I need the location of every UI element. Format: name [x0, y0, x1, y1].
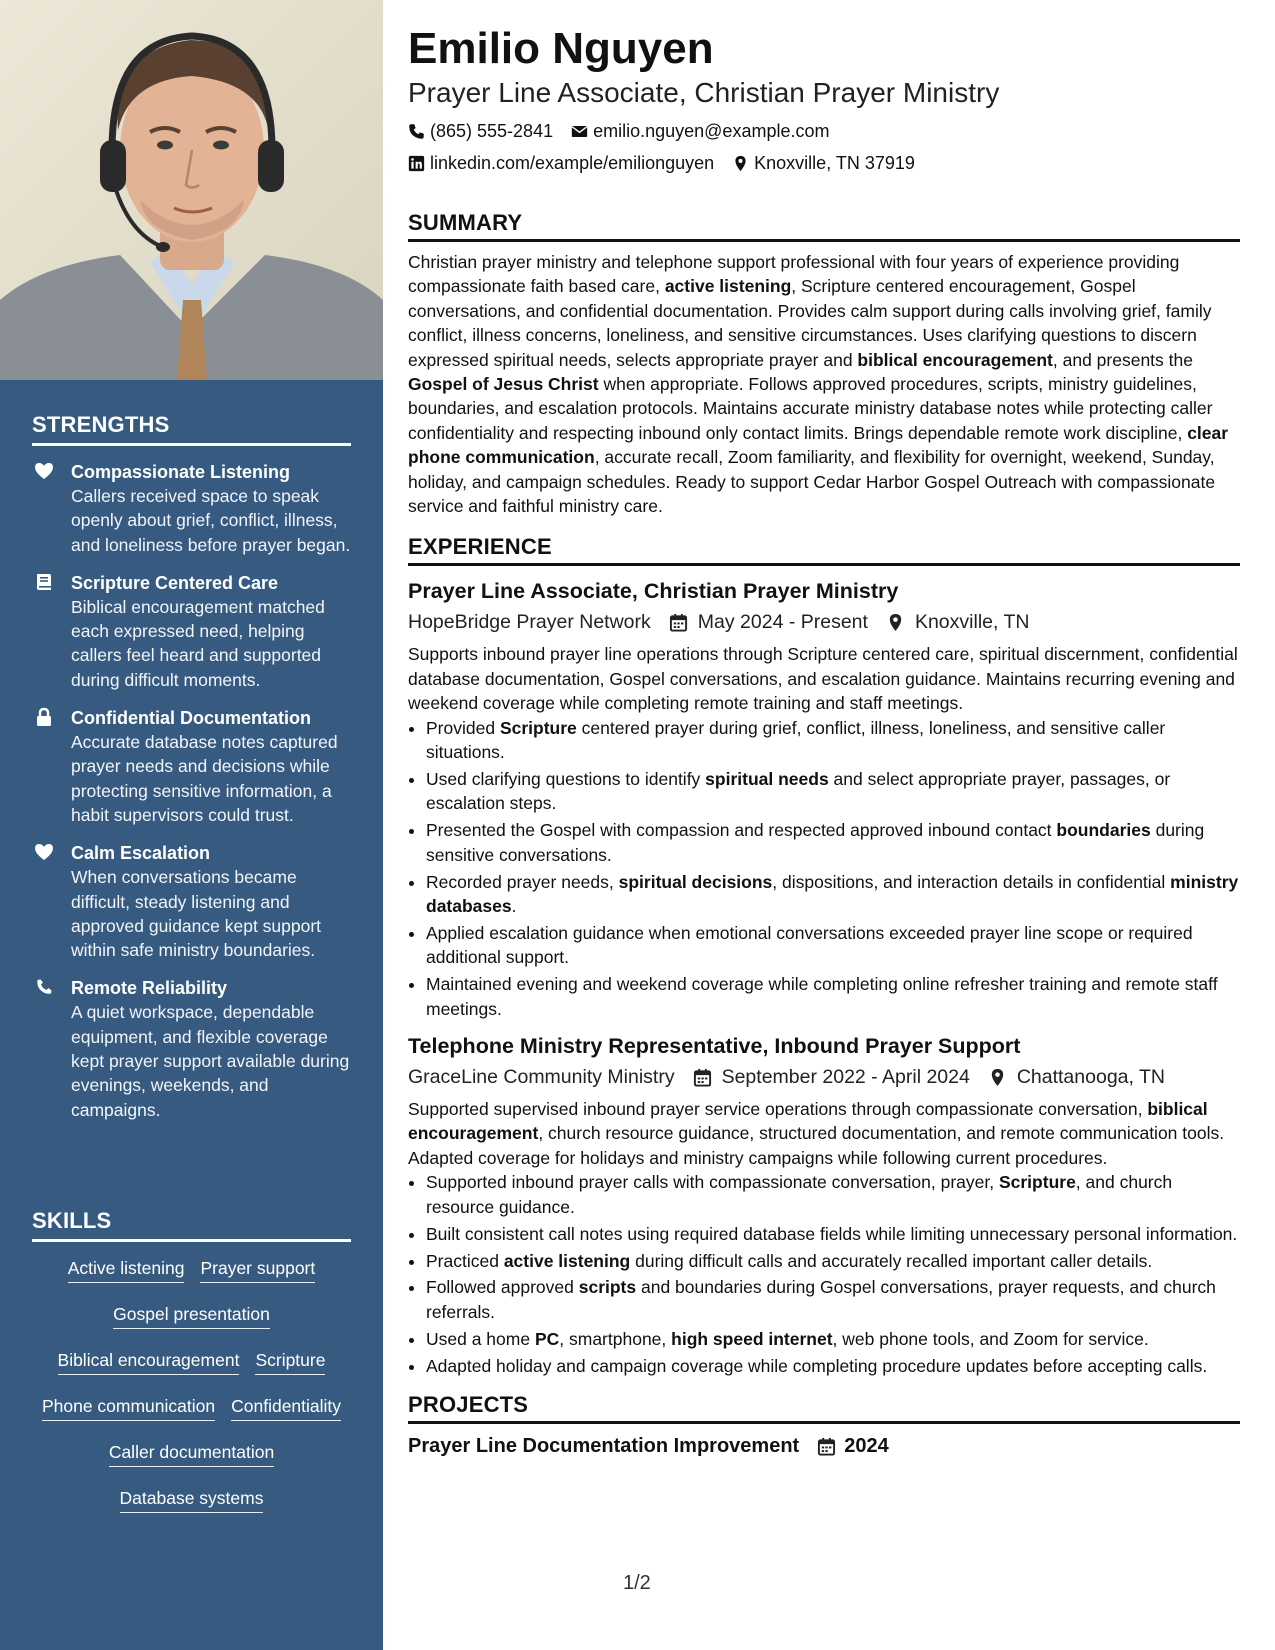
job-bullet: • Adapted holiday and campaign coverage while completing procedure updates before accepting calls.	[426, 1354, 1240, 1378]
job-location: Knoxville, TN	[886, 608, 1030, 636]
job-meta	[408, 608, 1240, 636]
linkedin-contact[interactable]	[408, 152, 714, 174]
job-title: Prayer Line Associate, Christian Prayer Ministry	[408, 579, 899, 604]
strength-description: Biblical encouragement matched each expressed need, helping callers feel heard and supported during difficult moments.	[71, 596, 325, 690]
strengths-section	[32, 412, 351, 1136]
contact-row-1	[408, 120, 1240, 142]
job-bullet: • Practiced active listening during difficult calls and accurately recalled important caller details.	[426, 1249, 1240, 1273]
strength-title: Calm Escalation	[71, 843, 211, 864]
skill-tag: Phone communication	[42, 1394, 215, 1421]
main-content	[408, 22, 1240, 1460]
projects-section	[408, 1392, 1240, 1460]
strength-description: Accurate database notes captured prayer needs and decisions while protecting sensitive information, a habit supervisors could trust.	[71, 732, 338, 825]
book-icon	[34, 572, 54, 592]
job-location: Chattanooga, TN	[988, 1063, 1165, 1091]
strengths-list	[32, 460, 351, 1122]
job-company: HopeBridge Prayer Network	[408, 611, 651, 634]
strength-title: Scripture Centered Care	[71, 572, 279, 593]
job-bullet: • Applied escalation guidance when emotional conversations exceeded prayer line scope or required additional support.	[426, 921, 1240, 970]
experience-heading: EXPERIENCE	[408, 534, 1240, 566]
job-dates: September 2022 - April 2024	[693, 1063, 970, 1091]
skill-tag: Biblical encouragement	[58, 1348, 240, 1375]
strength-title: Remote Reliability	[71, 978, 228, 999]
jobs-list	[408, 576, 1240, 1378]
strength-description: When conversations became difficult, steady listening and approved guidance kept support within safe ministry boundaries.	[71, 867, 322, 961]
job-description: Supported supervised inbound prayer service operations through compassionate conversation, biblical encouragement, church resource guidance, structured documentation, and remote communication tools. Adapted coverage for holidays and ministry campaigns while following current procedures.	[408, 1099, 1225, 1168]
candidate-title: Prayer Line Associate, Christian Prayer Ministry	[408, 77, 1000, 108]
skill-tag: Caller documentation	[109, 1440, 274, 1467]
strength-title: Compassionate Listening	[71, 462, 291, 482]
envelope-icon	[571, 123, 588, 140]
job-bullet: • Maintained evening and weekend coverage while completing online refresher training and remote staff meetings.	[426, 972, 1240, 1021]
skill-tag: Confidentiality	[231, 1394, 341, 1421]
skills-list	[32, 1256, 351, 1532]
skills-heading: SKILLS	[32, 1208, 351, 1242]
strength-item	[32, 706, 351, 827]
job-bullet: • Used a home PC, smartphone, high speed internet, web phone tools, and Zoom for service.	[426, 1327, 1240, 1351]
heart-icon	[34, 842, 54, 862]
strength-item	[32, 460, 351, 557]
project-entry	[408, 1432, 1240, 1460]
strength-item	[32, 571, 351, 692]
sidebar	[0, 0, 383, 1650]
location-text: Knoxville, TN 37919	[754, 153, 915, 173]
summary-heading: SUMMARY	[408, 210, 1240, 242]
job-bullet: • Supported inbound prayer calls with compassionate conversation, prayer, Scripture, and church resource guidance.	[426, 1170, 1240, 1219]
job-entry	[408, 1031, 1240, 1378]
job-bullet: • Provided Scripture centered prayer during grief, conflict, illness, loneliness, and sensitive caller situations.	[426, 716, 1240, 765]
calendar-icon	[669, 613, 698, 632]
job-description: Supports inbound prayer line operations through Scripture centered care, spiritual discernment, confidential database documentation, Gospel conversations, and escalation guidance. Maintains recurring evening and weekend coverage while completing remote training and staff meetings.	[408, 644, 1238, 714]
strengths-heading: STRENGTHS	[32, 412, 351, 446]
email-contact[interactable]	[571, 120, 829, 142]
job-bullet: • Built consistent call notes using required database fields while limiting unnecessary personal information.	[426, 1222, 1240, 1246]
job-title: Telephone Ministry Representative, Inbound Prayer Support	[408, 1034, 1021, 1059]
job-bullet: • Used clarifying questions to identify spiritual needs and select appropriate prayer, passages, or escalation steps.	[426, 767, 1240, 816]
skill-tag: Database systems	[120, 1486, 264, 1513]
strength-description: A quiet workspace, dependable equipment, and flexible coverage kept prayer support available during evenings, weekends, and campaigns.	[71, 1002, 350, 1120]
job-meta	[408, 1063, 1240, 1091]
summary-text: Christian prayer ministry and telephone support professional with four years of experience providing compassionate faith based care, active listening, Scripture centered encouragement, Gospel conversations, and confidential documentation. Provides calm support during calls involving grief, family conflict, illness concerns, loneliness, and sensitive circumstances. Uses clarifying questions to discern expressed spiritual needs, selects appropriate prayer and biblical encouragement, and presents the Gospel of Jesus Christ when appropriate. Follows approved procedures, scripts, ministry guidelines, boundaries, and escalation protocols. Maintains accurate ministry database notes while protecting caller confidentiality and respecting inbound only contact limits. Brings dependable remote work discipline, clear phone communication, accurate recall, Zoom familiarity, and flexibility for overnight, weekend, Sunday, holiday, and campaign schedules. Ready to support Cedar Harbor Gospel Outreach with compassionate service and faithful ministry care.	[408, 252, 1229, 517]
job-bullet: • Presented the Gospel with compassion and respected approved inbound contact boundaries during sensitive conversations.	[426, 818, 1240, 867]
job-bullets	[408, 716, 1240, 1021]
phone-icon	[34, 977, 54, 997]
strength-description: Callers received space to speak openly about grief, conflict, illness, and loneliness before prayer began.	[71, 486, 351, 555]
lock-icon	[34, 707, 54, 727]
candidate-name: Emilio Nguyen	[408, 24, 714, 73]
summary-section	[408, 210, 1240, 518]
job-bullet: • Recorded prayer needs, spiritual decisions, dispositions, and interaction details in confidential ministry databases.	[426, 870, 1240, 919]
map-pin-icon	[732, 155, 749, 172]
job-entry	[408, 576, 1240, 1021]
heart-icon	[34, 461, 54, 481]
project-year: 2024	[844, 1435, 889, 1458]
profile-photo	[0, 0, 383, 380]
calendar-icon	[693, 1068, 722, 1087]
phone-text: (865) 555-2841	[430, 121, 554, 141]
skill-tag: Active listening	[68, 1256, 185, 1283]
job-bullets	[408, 1170, 1240, 1378]
map-pin-icon	[886, 613, 915, 632]
strength-item	[32, 841, 351, 962]
skill-tag: Prayer support	[200, 1256, 315, 1283]
projects-heading: PROJECTS	[408, 1392, 1240, 1424]
page-number: 1/2	[623, 1572, 651, 1594]
skill-tag: Scripture	[255, 1348, 325, 1375]
location-contact	[732, 152, 915, 174]
job-company: GraceLine Community Ministry	[408, 1066, 675, 1089]
experience-section	[408, 534, 1240, 1378]
job-bullet: • Followed approved scripts and boundaries during Gospel conversations, prayer requests, and church referrals.	[426, 1275, 1240, 1324]
job-dates: May 2024 - Present	[669, 608, 868, 636]
map-pin-icon	[988, 1068, 1017, 1087]
phone-icon	[408, 123, 425, 140]
skill-tag: Gospel presentation	[113, 1302, 270, 1329]
calendar-icon	[799, 1437, 844, 1456]
project-title: Prayer Line Documentation Improvement	[408, 1435, 800, 1458]
email-text: emilio.nguyen@example.com	[593, 121, 830, 141]
skills-section	[32, 1208, 351, 1532]
strength-title: Confidential Documentation	[71, 708, 311, 729]
contact-row-2	[408, 152, 1240, 174]
phone-contact[interactable]	[408, 120, 553, 142]
linkedin-icon	[408, 155, 425, 172]
linkedin-text: linkedin.com/example/emilionguyen	[430, 153, 715, 173]
strength-item	[32, 976, 351, 1121]
projects-list	[408, 1432, 1240, 1460]
